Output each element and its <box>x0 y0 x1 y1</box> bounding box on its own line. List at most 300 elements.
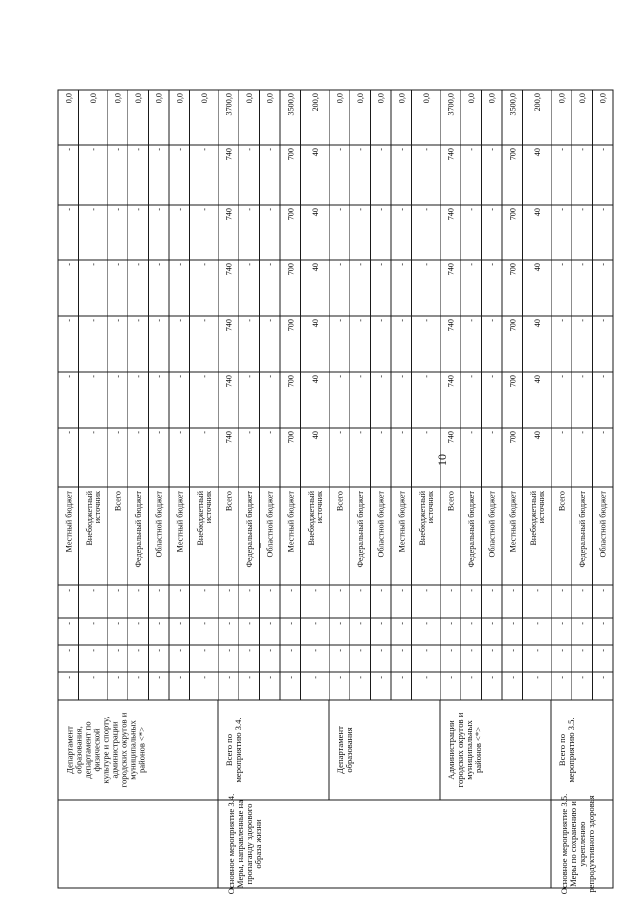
total-amount: 3700,0 <box>224 93 234 116</box>
year-amount: 700 <box>508 375 518 388</box>
executor-label-line: образования, <box>73 726 84 774</box>
executor-label-line: районов <*> <box>136 726 147 774</box>
total-amount: 0,0 <box>397 93 407 104</box>
funding-source <box>286 491 295 553</box>
total-amount: 0,0 <box>154 93 164 104</box>
empty-cell: - <box>487 589 497 592</box>
year-amount: - <box>376 375 386 378</box>
funding-source <box>447 491 456 511</box>
year-amount: - <box>376 263 386 266</box>
year-amount: - <box>397 431 407 434</box>
empty-cell: - <box>286 589 296 592</box>
empty-cell: - <box>175 676 185 679</box>
year-amount: 40 <box>310 208 320 217</box>
year-amount: 740 <box>224 263 234 276</box>
empty-cell: - <box>154 589 164 592</box>
year-amount: 740 <box>446 208 456 221</box>
year-amount: 40 <box>310 375 320 384</box>
funding-source-line: Местный бюджет <box>397 491 407 553</box>
funding-source <box>397 491 406 553</box>
year-amount: - <box>88 431 98 434</box>
year-amount: - <box>421 431 431 434</box>
year-amount: - <box>245 148 255 151</box>
year-amount: 40 <box>310 148 320 157</box>
funding-source-line: Местный бюджет <box>508 491 518 553</box>
program-label-line: укреплению <box>577 821 588 867</box>
year-amount: 740 <box>446 431 456 444</box>
year-amount: - <box>88 375 98 378</box>
year-amount: 40 <box>532 431 542 440</box>
year-amount: - <box>557 148 567 151</box>
empty-cell: - <box>335 649 345 652</box>
empty-cell: - <box>113 649 123 652</box>
empty-cell: - <box>376 676 386 679</box>
year-amount: - <box>557 263 567 266</box>
empty-cell: - <box>64 622 74 625</box>
year-amount: 740 <box>446 375 456 388</box>
empty-cell: - <box>598 589 608 592</box>
funding-source-line: Всего <box>224 491 234 512</box>
empty-cell: - <box>397 649 407 652</box>
empty-cell: - <box>487 622 497 625</box>
empty-cell: - <box>508 676 518 679</box>
funding-source-line: Федеральный бюджет <box>134 491 144 568</box>
executor-label-line: районов <*> <box>473 726 484 774</box>
executor-label-line: администрации <box>109 721 120 779</box>
year-amount: - <box>421 319 431 322</box>
year-amount: 740 <box>446 148 456 161</box>
executor-label <box>64 712 146 787</box>
funding-source-line: источник <box>425 491 435 524</box>
year-amount: 700 <box>508 148 518 161</box>
year-amount: - <box>265 148 275 151</box>
year-amount: - <box>356 375 366 378</box>
year-amount: - <box>397 208 407 211</box>
empty-cell: - <box>134 589 144 592</box>
year-amount: - <box>578 148 588 151</box>
executor-label-line: физической <box>91 728 102 772</box>
year-amount: - <box>356 431 366 434</box>
total-amount: 0,0 <box>113 93 123 104</box>
empty-cell: - <box>265 589 275 592</box>
empty-cell: - <box>175 649 185 652</box>
funding-source <box>225 491 234 511</box>
funding-source <box>114 491 123 511</box>
year-amount: 740 <box>224 431 234 444</box>
empty-cell: - <box>467 649 477 652</box>
year-amount: 700 <box>286 431 296 444</box>
year-amount: 700 <box>508 263 518 276</box>
year-amount: - <box>487 208 497 211</box>
empty-cell: - <box>113 589 123 592</box>
year-amount: - <box>376 148 386 151</box>
year-amount: - <box>598 263 608 266</box>
year-amount: 700 <box>508 319 518 332</box>
total-amount: 200,0 <box>310 93 320 112</box>
year-amount: - <box>487 263 497 266</box>
year-amount: 740 <box>224 208 234 221</box>
year-amount: - <box>421 375 431 378</box>
total-amount: 0,0 <box>335 93 345 104</box>
year-amount: - <box>376 319 386 322</box>
year-amount: - <box>397 375 407 378</box>
year-amount: - <box>134 319 144 322</box>
page-number: 10 <box>435 454 449 466</box>
funding-source-line: Областной бюджет <box>487 491 497 558</box>
program-label-line: образа жизни <box>253 819 264 869</box>
funding-source-line: Внебюджетный <box>84 491 94 546</box>
program-label-line: репродуктивного здоровья <box>586 795 597 893</box>
year-amount: - <box>598 148 608 151</box>
funding-source-line: Всего <box>557 491 567 512</box>
empty-cell: - <box>446 622 456 625</box>
year-amount: 40 <box>532 208 542 217</box>
empty-cell: - <box>578 589 588 592</box>
empty-cell: - <box>557 622 567 625</box>
year-amount: - <box>134 148 144 151</box>
empty-cell: - <box>224 676 234 679</box>
program-label <box>559 794 596 894</box>
year-amount: - <box>335 431 345 434</box>
empty-cell: - <box>245 622 255 625</box>
year-amount: - <box>335 263 345 266</box>
empty-cell: - <box>154 622 164 625</box>
executor-label-line: культуре и спорту, <box>100 716 111 784</box>
year-amount: 700 <box>508 208 518 221</box>
year-amount: - <box>154 263 164 266</box>
empty-cell: - <box>88 622 98 625</box>
empty-cell: - <box>199 649 209 652</box>
program-label <box>226 794 263 894</box>
empty-cell: - <box>532 622 542 625</box>
year-amount: - <box>421 263 431 266</box>
year-amount: - <box>175 431 185 434</box>
total-amount: 0,0 <box>421 93 431 104</box>
year-amount: - <box>335 208 345 211</box>
executor-label-line: мероприятию 3.4. <box>232 717 243 783</box>
year-amount: 740 <box>446 263 456 276</box>
year-amount: - <box>578 263 588 266</box>
year-amount: 40 <box>310 263 320 272</box>
funding-source <box>558 491 567 511</box>
empty-cell: - <box>335 589 345 592</box>
empty-cell: - <box>446 649 456 652</box>
year-amount: - <box>134 431 144 434</box>
total-amount: 3500,0 <box>286 93 296 116</box>
year-amount: - <box>397 148 407 151</box>
year-amount: - <box>265 431 275 434</box>
year-amount: 40 <box>532 319 542 328</box>
year-amount: - <box>356 319 366 322</box>
funding-source-line: Областной бюджет <box>598 491 608 558</box>
executor-label <box>224 717 243 782</box>
year-amount: - <box>557 208 567 211</box>
year-amount: - <box>88 319 98 322</box>
year-amount: - <box>154 148 164 151</box>
executor-label-line: Администрации <box>446 720 457 780</box>
total-amount: 3500,0 <box>508 93 518 116</box>
empty-cell: - <box>113 676 123 679</box>
year-amount: - <box>578 319 588 322</box>
year-amount: - <box>134 263 144 266</box>
year-amount: - <box>578 431 588 434</box>
year-amount: - <box>376 431 386 434</box>
total-amount: 0,0 <box>245 93 255 104</box>
empty-cell: - <box>265 622 275 625</box>
year-amount: 740 <box>224 375 234 388</box>
year-amount: - <box>154 208 164 211</box>
funding-source-line: источник <box>536 491 546 524</box>
year-amount: 700 <box>286 208 296 221</box>
empty-cell: - <box>421 649 431 652</box>
empty-cell: - <box>532 676 542 679</box>
funding-source-line: Всего <box>446 491 456 512</box>
year-amount: - <box>557 319 567 322</box>
executor-label <box>446 712 483 787</box>
executor-label-line: муниципальных <box>464 720 475 780</box>
empty-cell: - <box>356 589 366 592</box>
total-amount: 0,0 <box>199 93 209 104</box>
funding-source <box>578 491 587 568</box>
total-amount: 0,0 <box>265 93 275 104</box>
empty-cell: - <box>397 676 407 679</box>
executor-label-line: Департамент <box>334 726 345 774</box>
empty-cell: - <box>265 676 275 679</box>
program-label-line: Основное мероприятие 3.4. <box>226 793 237 895</box>
funding-source <box>85 490 102 545</box>
empty-cell: - <box>421 676 431 679</box>
funding-source-line: Внебюджетный <box>417 491 427 546</box>
empty-cell: - <box>335 676 345 679</box>
year-amount: 40 <box>310 431 320 440</box>
year-amount: - <box>199 319 209 322</box>
funding-source-line: Внебюджетный <box>528 491 538 546</box>
year-amount: - <box>175 263 185 266</box>
empty-cell: - <box>376 649 386 652</box>
program-label-line: Основное мероприятие 3.5. <box>559 793 570 895</box>
executor-label-line: муниципальных <box>127 720 138 780</box>
program-label-line: Меры по сохранению и <box>568 801 579 887</box>
empty-cell: - <box>175 589 185 592</box>
funding-source <box>467 491 476 568</box>
year-amount: - <box>265 208 275 211</box>
empty-cell: - <box>310 589 320 592</box>
empty-cell: - <box>310 622 320 625</box>
year-amount: - <box>88 148 98 151</box>
total-amount: 0,0 <box>557 93 567 104</box>
year-amount: 40 <box>532 375 542 384</box>
year-amount: - <box>356 148 366 151</box>
year-amount: - <box>421 148 431 151</box>
empty-cell: - <box>134 649 144 652</box>
year-amount: - <box>245 263 255 266</box>
empty-cell: - <box>265 649 275 652</box>
total-amount: 0,0 <box>376 93 386 104</box>
year-amount: 40 <box>310 319 320 328</box>
empty-cell: - <box>487 676 497 679</box>
empty-cell: - <box>245 676 255 679</box>
empty-cell: - <box>598 676 608 679</box>
empty-cell: - <box>310 649 320 652</box>
total-amount: 0,0 <box>487 93 497 104</box>
year-amount: - <box>487 375 497 378</box>
empty-cell: - <box>224 589 234 592</box>
funding-source-line: Местный бюджет <box>64 491 74 553</box>
year-amount: - <box>265 263 275 266</box>
funding-source-line: Внебюджетный <box>306 491 316 546</box>
year-amount: - <box>467 263 477 266</box>
total-amount: 0,0 <box>356 93 366 104</box>
executor-label <box>557 717 576 782</box>
empty-cell: - <box>421 622 431 625</box>
empty-cell: - <box>598 622 608 625</box>
empty-cell: - <box>175 622 185 625</box>
empty-cell: - <box>557 649 567 652</box>
empty-cell: - <box>88 589 98 592</box>
year-amount: - <box>598 319 608 322</box>
year-amount: - <box>199 148 209 151</box>
year-amount: - <box>199 208 209 211</box>
funding-source-line: Федеральный бюджет <box>245 491 255 568</box>
funding-source <box>245 491 254 568</box>
year-amount: - <box>154 431 164 434</box>
empty-cell: - <box>113 622 123 625</box>
year-amount: 740 <box>224 148 234 161</box>
year-amount: - <box>64 148 74 151</box>
funding-source-line: Областной бюджет <box>376 491 386 558</box>
year-amount: - <box>598 208 608 211</box>
empty-cell: - <box>467 622 477 625</box>
year-amount: 740 <box>224 319 234 332</box>
empty-cell: - <box>508 622 518 625</box>
year-amount: - <box>598 375 608 378</box>
year-amount: - <box>557 431 567 434</box>
year-amount: - <box>154 319 164 322</box>
year-amount: - <box>467 431 477 434</box>
year-amount: - <box>467 208 477 211</box>
year-amount: - <box>199 263 209 266</box>
empty-cell: - <box>245 649 255 652</box>
year-amount: - <box>335 148 345 151</box>
funding-source-line: Федеральный бюджет <box>578 491 588 568</box>
empty-cell: - <box>446 676 456 679</box>
empty-cell: - <box>64 589 74 592</box>
empty-cell: - <box>446 589 456 592</box>
executor-label-line: Всего по <box>556 733 567 767</box>
year-amount: - <box>487 319 497 322</box>
year-amount: - <box>245 375 255 378</box>
funding-source-line: Внебюджетный <box>195 491 205 546</box>
empty-cell: - <box>397 589 407 592</box>
year-amount: - <box>487 148 497 151</box>
executor-label-line: департамент по <box>82 721 93 779</box>
empty-cell: - <box>64 649 74 652</box>
empty-cell: - <box>508 649 518 652</box>
empty-cell: - <box>598 649 608 652</box>
empty-cell: - <box>134 622 144 625</box>
year-amount: - <box>175 319 185 322</box>
empty-cell: - <box>199 589 209 592</box>
empty-cell: - <box>224 622 234 625</box>
empty-cell: - <box>487 649 497 652</box>
funding-source-line: Областной бюджет <box>265 491 275 558</box>
year-amount: - <box>578 208 588 211</box>
year-amount: - <box>64 375 74 378</box>
empty-cell: - <box>154 649 164 652</box>
year-amount: - <box>467 319 477 322</box>
empty-cell: - <box>286 649 296 652</box>
total-amount: 0,0 <box>175 93 185 104</box>
empty-cell: - <box>224 649 234 652</box>
executor-label-line: образования <box>343 727 354 773</box>
year-amount: 700 <box>286 148 296 161</box>
funding-source <box>377 491 386 558</box>
empty-cell: - <box>376 622 386 625</box>
executor-label-line: городских округов и <box>455 712 466 788</box>
executor-label-line: Всего по <box>223 733 234 767</box>
year-amount: - <box>113 148 123 151</box>
year-amount: - <box>487 431 497 434</box>
empty-cell: - <box>508 589 518 592</box>
year-amount: - <box>467 148 477 151</box>
empty-cell: - <box>286 622 296 625</box>
empty-cell: - <box>199 676 209 679</box>
year-amount: - <box>356 263 366 266</box>
year-amount: - <box>88 208 98 211</box>
year-amount: - <box>245 208 255 211</box>
funding-source <box>64 491 73 553</box>
empty-cell: - <box>356 622 366 625</box>
year-amount: - <box>113 319 123 322</box>
funding-source <box>266 491 275 558</box>
empty-cell: - <box>356 649 366 652</box>
year-amount: - <box>134 208 144 211</box>
year-amount: - <box>175 208 185 211</box>
empty-cell: - <box>88 649 98 652</box>
year-amount: - <box>134 375 144 378</box>
executor-label-line: мероприятию 3.5. <box>565 717 576 783</box>
funding-source-line: Местный бюджет <box>286 491 296 553</box>
empty-cell: - <box>64 676 74 679</box>
funding-source-line: Всего <box>335 491 345 512</box>
year-amount: - <box>113 208 123 211</box>
year-amount: - <box>175 148 185 151</box>
year-amount: - <box>335 375 345 378</box>
empty-cell: - <box>88 676 98 679</box>
total-amount: 0,0 <box>598 93 608 104</box>
year-amount: - <box>113 263 123 266</box>
empty-cell: - <box>578 622 588 625</box>
funding-source-line: Федеральный бюджет <box>356 491 366 568</box>
year-amount: - <box>64 208 74 211</box>
year-amount: - <box>154 375 164 378</box>
funding-source <box>175 491 184 553</box>
year-amount: - <box>421 208 431 211</box>
year-amount: - <box>64 263 74 266</box>
funding-source <box>529 490 546 545</box>
year-amount: - <box>64 431 74 434</box>
funding-source <box>488 491 497 558</box>
total-amount: 0,0 <box>467 93 477 104</box>
funding-source <box>356 491 365 568</box>
year-amount: - <box>199 431 209 434</box>
total-amount: 0,0 <box>578 93 588 104</box>
program-label-line: пропаганду здорового <box>244 803 255 885</box>
empty-cell: - <box>356 676 366 679</box>
year-amount: 700 <box>286 263 296 276</box>
empty-cell: - <box>310 676 320 679</box>
year-amount: - <box>598 431 608 434</box>
